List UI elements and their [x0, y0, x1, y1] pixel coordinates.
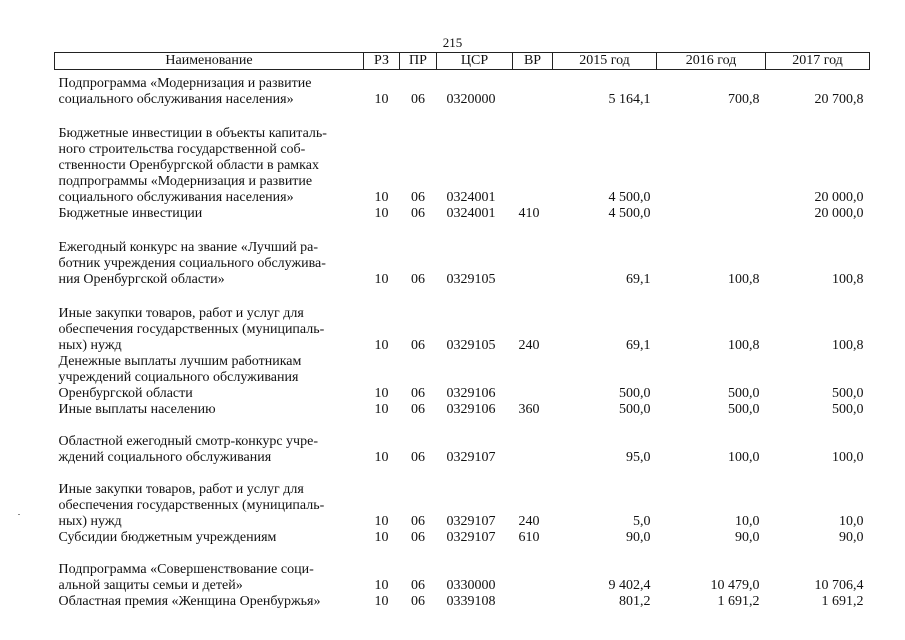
table-row [55, 418, 870, 466]
row-2016: 100,0 [728, 450, 760, 465]
row-name [55, 70, 364, 109]
row-name [55, 206, 364, 222]
row-2016: 10 479,0 [710, 578, 760, 593]
row-2016: 500,0 [728, 402, 760, 417]
row-2017: 100,0 [832, 450, 864, 465]
table-row [55, 466, 870, 530]
row-2017: 500,0 [832, 386, 864, 401]
row-vr: 240 [518, 338, 540, 353]
row-csr: 0330000 [446, 578, 496, 593]
row-2016: 100,8 [728, 272, 760, 287]
row-name-line: социального обслуживания населения» [58, 190, 294, 205]
row-csr: 0329107 [446, 530, 496, 545]
row-pr: 06 [411, 338, 425, 353]
row-name-line: Областная премия «Женщина Оренбуржья» [58, 594, 321, 609]
row-name [55, 108, 364, 206]
row-vr [513, 418, 553, 466]
row-2015: 69,1 [626, 272, 651, 287]
row-2017: 10 706,4 [814, 578, 864, 593]
row-name [55, 418, 364, 466]
row-2017: 20 700,8 [814, 92, 864, 107]
row-rz: 10 [374, 272, 389, 287]
row-name-line: подпрограммы «Модернизация и развитие [58, 174, 313, 189]
row-name [55, 288, 364, 354]
row-csr: 0329105 [446, 338, 496, 353]
table-row [55, 402, 870, 418]
row-pr: 06 [411, 386, 425, 401]
table-row [55, 108, 870, 206]
row-name-line: Подпрограмма «Модернизация и развитие [58, 76, 312, 91]
table-header-row [55, 53, 870, 70]
row-name-line: Подпрограмма «Совершенствование соци- [58, 562, 314, 577]
table-row [55, 354, 870, 402]
header-name: Наименование [55, 53, 364, 70]
row-name [55, 466, 364, 530]
row-csr: 0329106 [446, 402, 496, 417]
row-2016: 10,0 [735, 514, 760, 529]
row-2015: 5,0 [633, 514, 651, 529]
row-csr: 0339108 [446, 594, 496, 609]
table-row [55, 222, 870, 288]
row-2015: 95,0 [626, 450, 651, 465]
table-row [55, 70, 870, 109]
row-vr: 610 [518, 530, 540, 545]
table-row [55, 206, 870, 222]
row-csr: 0324001 [446, 190, 496, 205]
row-name [55, 594, 364, 610]
row-csr: 0320000 [446, 92, 496, 107]
row-pr: 06 [411, 272, 425, 287]
row-name-line: обеспечения государственных (муниципаль- [58, 498, 325, 513]
row-2016: 700,8 [728, 92, 760, 107]
row-2015: 9 402,4 [608, 578, 651, 593]
row-name-line: альной защиты семьи и детей» [58, 578, 243, 593]
table-row [55, 546, 870, 594]
row-pr: 06 [411, 190, 425, 205]
row-rz: 10 [374, 578, 389, 593]
row-2016: 1 691,2 [717, 594, 760, 609]
header-2017: 2017 год [766, 53, 870, 70]
row-rz: 10 [374, 206, 389, 221]
row-name-line: Оренбургской области [58, 386, 193, 401]
row-rz: 10 [374, 92, 389, 107]
row-name [55, 546, 364, 594]
row-2017: 90,0 [839, 530, 864, 545]
row-rz: 10 [374, 338, 389, 353]
row-vr [513, 70, 553, 109]
row-rz: 10 [374, 402, 389, 417]
row-name-line: ных) нужд [58, 338, 122, 353]
row-2017: 100,8 [832, 272, 864, 287]
row-pr: 06 [411, 206, 425, 221]
table-row [55, 594, 870, 610]
row-2016: 90,0 [735, 530, 760, 545]
row-name [55, 402, 364, 418]
row-2015: 801,2 [619, 594, 651, 609]
row-csr: 0329106 [446, 386, 496, 401]
row-2017: 500,0 [832, 402, 864, 417]
row-name-line: ния Оренбургской области» [58, 272, 225, 287]
row-2015: 500,0 [619, 402, 651, 417]
row-rz: 10 [374, 530, 389, 545]
row-vr [513, 108, 553, 206]
row-2016 [657, 206, 766, 222]
table-row [55, 288, 870, 354]
row-name [55, 354, 364, 402]
page-number: 215 [442, 35, 463, 50]
row-vr: 360 [518, 402, 540, 417]
row-csr: 0329105 [446, 272, 496, 287]
row-name-line: ных) нужд [58, 514, 122, 529]
row-2015: 4 500,0 [608, 190, 651, 205]
row-name [55, 530, 364, 546]
header-rz: РЗ [364, 53, 400, 70]
scan-speck [18, 514, 20, 515]
row-name-line: учреждений социального обслуживания [58, 370, 299, 385]
header-vr: ВР [513, 53, 553, 70]
row-name [55, 222, 364, 288]
row-rz: 10 [374, 386, 389, 401]
row-name-line: Иные выплаты населению [58, 402, 216, 417]
row-name-line: обеспечения государственных (муниципаль- [58, 322, 325, 337]
row-name-line: Иные закупки товаров, работ и услуг для [58, 306, 304, 321]
row-vr: 240 [518, 514, 540, 529]
row-2017: 100,8 [832, 338, 864, 353]
row-2017: 20 000,0 [814, 190, 864, 205]
budget-table [54, 52, 870, 610]
row-pr: 06 [411, 530, 425, 545]
row-2015: 5 164,1 [608, 92, 651, 107]
row-pr: 06 [411, 402, 425, 417]
header-2015: 2015 год [553, 53, 657, 70]
table-body [55, 70, 870, 611]
row-2016 [657, 108, 766, 206]
row-vr [513, 546, 553, 594]
row-rz: 10 [374, 190, 389, 205]
row-vr [513, 594, 553, 610]
row-vr: 410 [518, 206, 540, 221]
row-2015: 90,0 [626, 530, 651, 545]
row-2017: 1 691,2 [821, 594, 864, 609]
row-name-line: Бюджетные инвестиции в объекты капиталь- [58, 126, 327, 141]
header-2016: 2016 год [657, 53, 766, 70]
row-pr: 06 [411, 92, 425, 107]
row-rz: 10 [374, 594, 389, 609]
row-name-line: Денежные выплаты лучшим работникам [58, 354, 302, 369]
row-2017: 20 000,0 [814, 206, 864, 221]
header-pr: ПР [400, 53, 437, 70]
row-vr [513, 354, 553, 402]
row-rz: 10 [374, 450, 389, 465]
row-pr: 06 [411, 594, 425, 609]
row-csr: 0329107 [446, 514, 496, 529]
row-pr: 06 [411, 578, 425, 593]
row-name-line: Бюджетные инвестиции [58, 206, 203, 221]
row-name-line: ботник учреждения социального обслужива- [58, 256, 326, 271]
row-name-line: социального обслуживания населения» [58, 92, 294, 107]
row-csr: 0324001 [446, 206, 496, 221]
row-csr: 0329107 [446, 450, 496, 465]
row-vr [513, 222, 553, 288]
row-name-line: ждений социального обслуживания [58, 450, 272, 465]
row-name-line: Областной ежегодный смотр-конкурс учре- [58, 434, 318, 449]
header-csr: ЦСР [437, 53, 513, 70]
table-row [55, 530, 870, 546]
row-2016: 100,8 [728, 338, 760, 353]
row-name-line: Субсидии бюджетным учреждениям [58, 530, 277, 545]
row-rz: 10 [374, 514, 389, 529]
row-name-line: Иные закупки товаров, работ и услуг для [58, 482, 304, 497]
row-pr: 06 [411, 450, 425, 465]
row-2015: 4 500,0 [608, 206, 651, 221]
row-name-line: ственности Оренбургской области в рамках [58, 158, 319, 173]
row-2017: 10,0 [839, 514, 864, 529]
row-pr: 06 [411, 514, 425, 529]
row-name-line: Ежегодный конкурс на звание «Лучший ра- [58, 240, 319, 255]
row-2016: 500,0 [728, 386, 760, 401]
row-name-line: ного строительства государственной соб- [58, 142, 306, 157]
row-2015: 500,0 [619, 386, 651, 401]
row-2015: 69,1 [626, 338, 651, 353]
